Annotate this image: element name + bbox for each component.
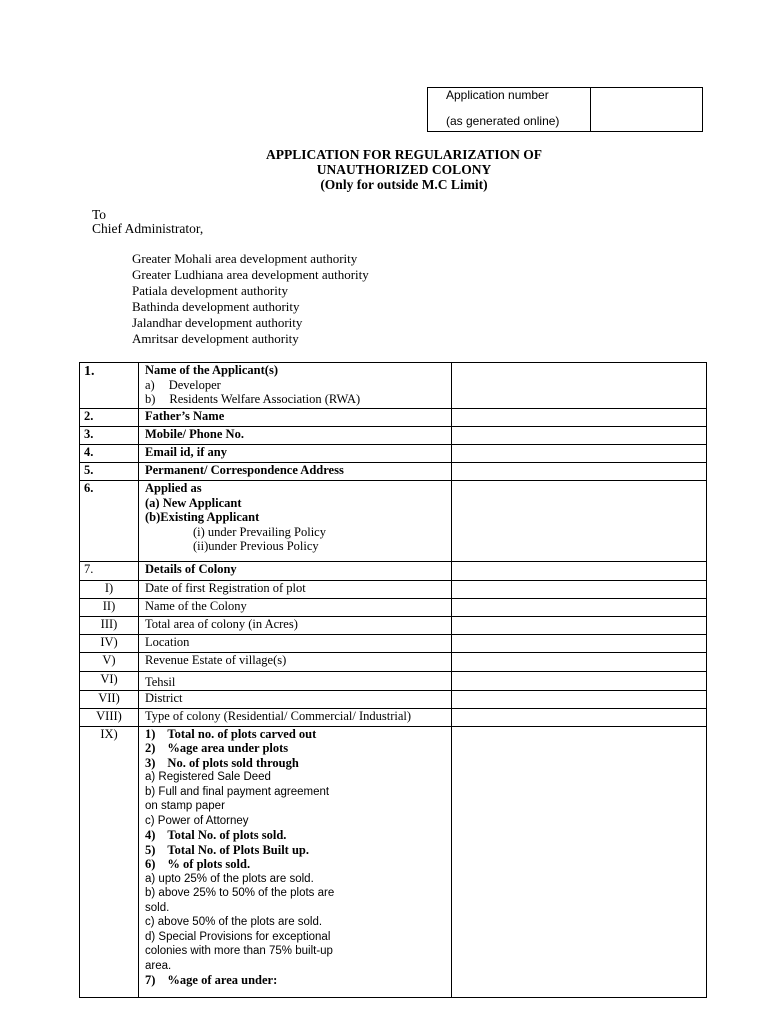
addressee-to: To xyxy=(92,207,107,222)
total-plots-sold-label: 4) Total No. of plots sold. xyxy=(145,828,287,842)
phone-field[interactable] xyxy=(452,427,707,445)
revenue-estate-field[interactable] xyxy=(452,653,707,672)
applicant-name-field[interactable] xyxy=(452,363,707,409)
application-number-label-line1: Application number xyxy=(446,88,549,102)
row-number: IX) xyxy=(80,726,139,997)
first-registration-date-label: Date of first Registration of plot xyxy=(139,581,452,599)
application-number-label xyxy=(428,88,591,131)
authority-item: Bathinda development authority xyxy=(132,299,300,314)
row-number: 7. xyxy=(80,562,139,581)
table-row xyxy=(80,581,707,599)
table-row xyxy=(80,617,707,635)
special-provisions-option: d) Special Provisions for exceptional xyxy=(145,930,331,943)
address-field[interactable] xyxy=(452,463,707,481)
applied-as-label: Applied as xyxy=(145,481,202,495)
row-number: V) xyxy=(80,653,139,672)
row-number: 2. xyxy=(80,409,139,427)
application-form-table xyxy=(79,362,707,998)
applicant-name-question xyxy=(139,363,452,409)
first-registration-date-field[interactable] xyxy=(452,581,707,599)
colony-name-label: Name of the Colony xyxy=(139,599,452,617)
colony-area-label: Total area of colony (in Acres) xyxy=(139,617,452,635)
row-number: IV) xyxy=(80,635,139,653)
special-provisions-option-cont: colonies with more than 75% built-up xyxy=(145,945,333,957)
row-number: II) xyxy=(80,599,139,617)
application-number-value-field[interactable] xyxy=(591,88,702,131)
percent-plots-sold-label: 6) % of plots sold. xyxy=(145,857,251,871)
row-number: VIII) xyxy=(80,708,139,726)
tehsil-field[interactable] xyxy=(452,672,707,691)
phone-label: Mobile/ Phone No. xyxy=(139,427,452,445)
payment-agreement-option: b) Full and final payment agreement xyxy=(145,785,330,798)
table-row xyxy=(80,363,707,409)
plots-details-question xyxy=(139,726,452,997)
email-field[interactable] xyxy=(452,445,707,463)
row-number: VII) xyxy=(80,690,139,708)
location-field[interactable] xyxy=(452,635,707,653)
table-row xyxy=(80,635,707,653)
form-title-line1: APPLICATION FOR REGULARIZATION OF xyxy=(266,147,542,162)
new-applicant-option: (a) New Applicant xyxy=(145,495,242,510)
table-row xyxy=(80,672,707,691)
revenue-estate-label: Revenue Estate of village(s) xyxy=(139,653,452,672)
row-number: III) xyxy=(80,617,139,635)
colony-type-label: Type of colony (Residential/ Commercial/ Industrial) xyxy=(139,708,452,726)
email-label: Email id, if any xyxy=(139,445,452,463)
total-plots-label: 1) Total no. of plots carved out xyxy=(145,726,317,741)
form-title-line2: UNAUTHORIZED COLONY xyxy=(316,162,492,177)
existing-applicant-option: (b)Existing Applicant xyxy=(145,510,260,524)
sold-25-50-option: b) above 25% to 50% of the plots are xyxy=(145,887,335,899)
table-row xyxy=(80,463,707,481)
authority-item: Greater Ludhiana area development authority xyxy=(132,267,369,282)
plots-sold-through-label: 3) No. of plots sold through xyxy=(145,755,299,770)
authority-list xyxy=(132,251,369,347)
row-number: 1. xyxy=(80,363,139,409)
applicant-type-rwa: b) Residents Welfare Association (RWA) xyxy=(145,392,361,406)
table-row xyxy=(80,726,707,997)
area-under-label: 7) %age of area under: xyxy=(145,973,278,987)
registered-sale-deed-option: a) Registered Sale Deed xyxy=(145,771,271,783)
table-row xyxy=(80,690,707,708)
special-provisions-option-cont2: area. xyxy=(145,959,172,972)
plots-details-field[interactable] xyxy=(452,726,707,997)
fathers-name-label: Father’s Name xyxy=(139,409,452,427)
sold-above-50-option: c) above 50% of the plots are sold. xyxy=(145,916,323,928)
colony-details-field[interactable] xyxy=(452,562,707,581)
applied-as-field[interactable] xyxy=(452,481,707,562)
table-row xyxy=(80,445,707,463)
row-number: VI) xyxy=(80,672,139,691)
applicant-type-developer: a) Developer xyxy=(145,377,221,392)
authority-item: Jalandhar development authority xyxy=(132,315,303,330)
table-row xyxy=(80,562,707,581)
table-row xyxy=(80,599,707,617)
authority-item: Patiala development authority xyxy=(132,283,288,298)
previous-policy-option: (ii)under Previous Policy xyxy=(193,539,319,553)
district-field[interactable] xyxy=(452,690,707,708)
district-label: District xyxy=(139,690,452,708)
power-of-attorney-option: c) Power of Attorney xyxy=(145,814,249,827)
prevailing-policy-option: (i) under Prevailing Policy xyxy=(193,524,326,539)
plots-built-up-label: 5) Total No. of Plots Built up. xyxy=(145,842,309,857)
authority-item: Greater Mohali area development authority xyxy=(132,251,358,266)
location-label: Location xyxy=(139,635,452,653)
payment-agreement-option-cont: on stamp paper xyxy=(145,800,225,812)
fathers-name-field[interactable] xyxy=(452,409,707,427)
colony-name-field[interactable] xyxy=(452,599,707,617)
address-label: Permanent/ Correspondence Address xyxy=(139,463,452,481)
authority-item: Amritsar development authority xyxy=(132,331,299,346)
table-row xyxy=(80,427,707,445)
applied-as-question xyxy=(139,481,452,562)
row-number: 5. xyxy=(80,463,139,481)
colony-details-heading: Details of Colony xyxy=(139,562,452,581)
colony-type-field[interactable] xyxy=(452,708,707,726)
row-number: 4. xyxy=(80,445,139,463)
applicant-name-label: Name of the Applicant(s) xyxy=(145,363,278,377)
colony-area-field[interactable] xyxy=(452,617,707,635)
table-row xyxy=(80,708,707,726)
tehsil-label: Tehsil xyxy=(139,672,452,691)
application-number-label-line2: (as generated online) xyxy=(446,114,560,128)
addressee-designation: Chief Administrator, xyxy=(92,221,204,236)
row-number: 3. xyxy=(80,427,139,445)
table-row xyxy=(80,481,707,562)
table-row xyxy=(80,409,707,427)
row-number: I) xyxy=(80,581,139,599)
form-subtitle: (Only for outside M.C Limit) xyxy=(320,177,488,192)
table-row xyxy=(80,653,707,672)
sold-25-50-option-cont: sold. xyxy=(145,901,170,914)
sold-upto-25-option: a) upto 25% of the plots are sold. xyxy=(145,872,314,885)
area-under-plots-label: 2) %age area under plots xyxy=(145,741,289,755)
application-number-box xyxy=(427,87,703,132)
row-number: 6. xyxy=(80,481,139,562)
